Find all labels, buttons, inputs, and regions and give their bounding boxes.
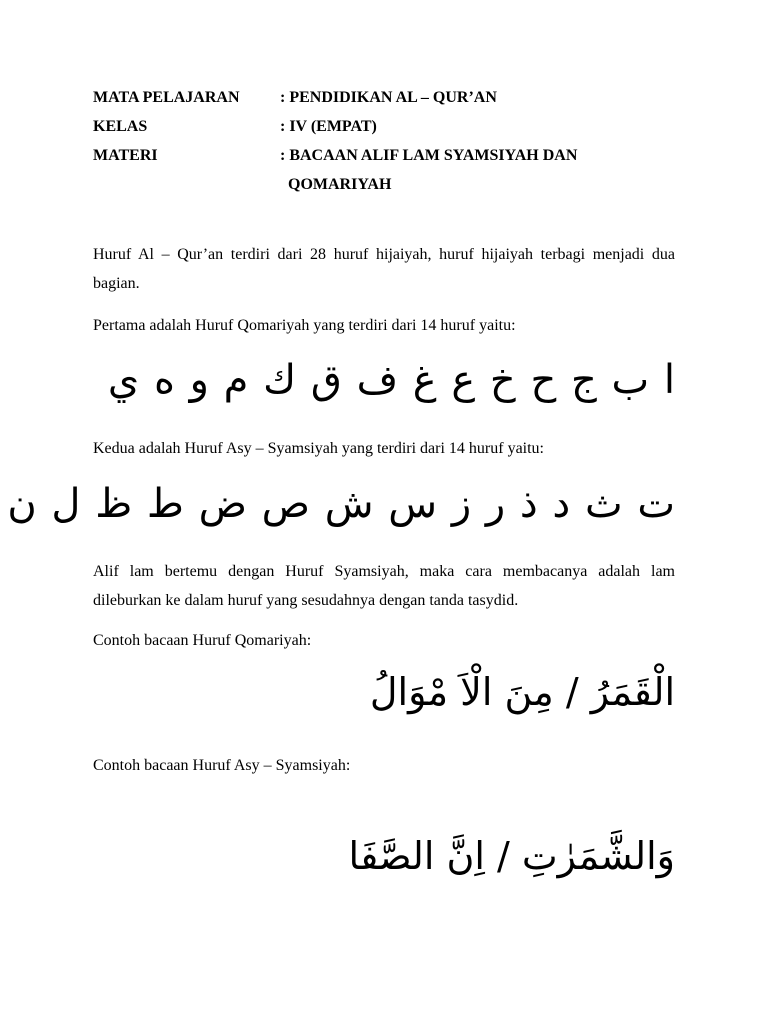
- syamsiyah-intro: Kedua adalah Huruf Asy – Syamsiyah yang terdiri dari 14 huruf yaitu:: [93, 440, 544, 457]
- mapel-value: : PENDIDIKAN AL – QUR’AN: [280, 89, 497, 106]
- kelas-label: KELAS: [93, 118, 148, 135]
- mapel-label: MATA PELAJARAN: [93, 89, 240, 106]
- materi-row: [93, 144, 693, 173]
- document-header: [93, 86, 693, 202]
- qomariyah-example-label: Contoh bacaan Huruf Qomariyah:: [93, 632, 312, 649]
- syamsiyah-example-arabic: وَالشَّمَرٰتِ / اِنَّ الصَّفَا: [348, 834, 675, 878]
- syamsiyah-letters: ت ث د ذ ر ز س ش ص ض ط ظ ل ن: [7, 481, 675, 527]
- syamsiyah-example-label: Contoh bacaan Huruf Asy – Syamsiyah:: [93, 757, 351, 774]
- qomariyah-example-arabic: الْقَمَرُ / مِنَ الْاَ مْوَالُ: [369, 670, 675, 714]
- materi-value: : BACAAN ALIF LAM SYAMSIYAH DAN: [280, 147, 578, 164]
- syamsiyah-rule-paragraph: Alif lam bertemu dengan Huruf Syamsiyah, maka cara membacanya adalah lam dileburkan ke dalam huruf yang sesudahnya dengan tanda tasydid.: [93, 563, 675, 609]
- qomariyah-letters: ا ب ج ح خ ع غ ف ق ك م و ه ي: [107, 357, 675, 403]
- intro-paragraph: Huruf Al – Qur’an terdiri dari 28 huruf hijaiyah, huruf hijaiyah terbagi menjadi dua bagian.: [93, 246, 675, 292]
- kelas-value: : IV (EMPAT): [280, 118, 377, 135]
- materi-label: MATERI: [93, 147, 158, 164]
- qomariyah-intro: Pertama adalah Huruf Qomariyah yang terdiri dari 14 huruf yaitu:: [93, 317, 516, 334]
- materi-row-cont: [93, 173, 693, 202]
- mapel-row: [93, 86, 693, 115]
- kelas-row: [93, 115, 693, 144]
- materi-value-continued: QOMARIYAH: [288, 176, 392, 193]
